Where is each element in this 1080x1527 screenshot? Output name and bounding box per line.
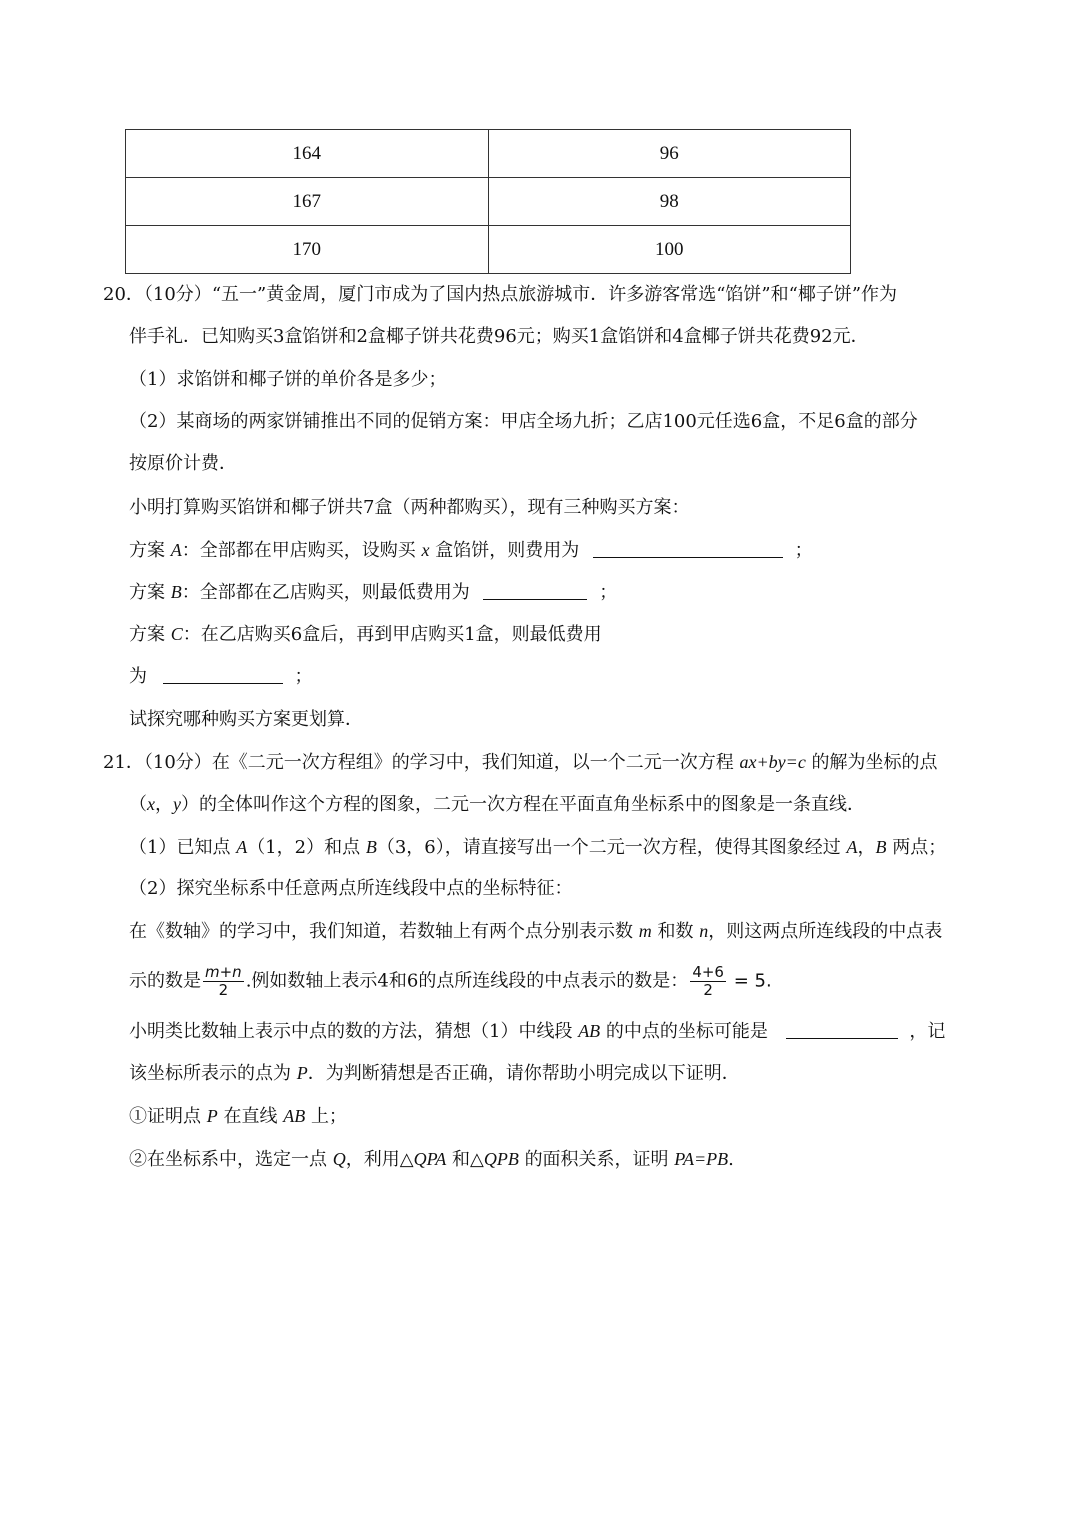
q21-line-2 — [129, 792, 865, 817]
table-cell: 98 — [488, 178, 851, 226]
q21-proof-1 — [129, 1104, 347, 1129]
q21-text: 示的数是 — [129, 970, 201, 992]
equation: ax+by=c — [739, 752, 806, 772]
q20-part-2-line-1: （2）某商场的两家饼铺推出不同的促销方案：甲店全场九折；乙店100元任选6盒，不足6盒的部分 — [129, 411, 918, 432]
answer-blank[interactable] — [163, 665, 283, 684]
q21-line-1 — [103, 750, 938, 775]
q21-number: 21． — [103, 752, 144, 773]
q20-plan-a — [129, 538, 813, 563]
q21-text: ①证明点 — [129, 1106, 201, 1127]
q21-guess-line-1 — [129, 1019, 945, 1044]
q21-text: ， — [857, 837, 876, 858]
table-cell: 167 — [126, 178, 489, 226]
point-a: A — [846, 837, 858, 857]
q21-text: 的中点的坐标可能是 — [605, 1021, 768, 1042]
plan-label: 方案 — [129, 624, 165, 645]
q21-text: ）的全体叫作这个方程的图象，二元一次方程在平面直角坐标系中的图象是一条直线． — [181, 794, 865, 815]
q20-intro: 小明打算购买馅饼和椰子饼共7盒（两种都购买），现有三种购买方案： — [129, 497, 690, 518]
q21-text: ，记 — [909, 1021, 946, 1042]
q21-text: ， — [155, 794, 173, 815]
fraction-result: = 5. — [733, 970, 772, 992]
plan-letter: A — [170, 540, 182, 560]
q20-plan-c-cont — [129, 665, 312, 689]
plan-text: ：全部都在乙店购买，则最低费用为 — [181, 582, 470, 603]
q21-text: （ — [129, 794, 147, 815]
q21-axis-line-2 — [129, 964, 772, 999]
q21-text: 的解为坐标的点 — [811, 752, 938, 773]
table-cell: 100 — [488, 226, 851, 274]
plan-label: 方案 — [129, 540, 165, 561]
q21-text: 在《二元一次方程组》的学习中，我们知道，以一个二元一次方程 — [211, 752, 734, 773]
q20-line-2: 伴手礼．已知购买3盒馅饼和2盒椰子饼共花费96元；购买1盒馅饼和4盒椰子饼共花费92元． — [129, 326, 869, 347]
q21-text: . — [728, 1149, 734, 1170]
plan-letter: B — [170, 582, 182, 602]
q21-text: 在直线 — [223, 1106, 278, 1127]
triangle-qpa: QPA — [413, 1149, 447, 1169]
q20-plan-b — [129, 580, 617, 605]
plan-label: 方案 — [129, 582, 165, 603]
q21-axis-line-1 — [129, 919, 942, 944]
q21-text: 和△ — [451, 1149, 484, 1170]
table-row — [126, 178, 851, 226]
table-cell: 96 — [488, 130, 851, 178]
q20-closing: 试探究哪种购买方案更划算． — [129, 709, 363, 730]
q21-text: （3，6），请直接写出一个二元一次方程，使得其图象经过 — [376, 837, 841, 858]
fraction-m-plus-n — [203, 964, 244, 999]
q21-text: 的面积关系，证明 — [524, 1149, 669, 1170]
q21-text: ②在坐标系中，选定一点 — [129, 1149, 327, 1170]
answer-blank[interactable] — [483, 581, 587, 600]
segment-ab: AB — [283, 1106, 306, 1126]
table-cell: 170 — [126, 226, 489, 274]
fraction-numerator: m+n — [205, 963, 242, 981]
table-cell: 164 — [126, 130, 489, 178]
fraction-numerator: 4+6 — [692, 963, 724, 981]
q21-text: ，利用△ — [345, 1149, 414, 1170]
q21-part-1 — [129, 835, 946, 860]
q21-part-2: （2）探究坐标系中任意两点所连线段中点的坐标特征： — [129, 878, 573, 899]
plan-text: ：在乙店购买6盒后，再到甲店购买1盒，则最低费用 — [182, 624, 602, 645]
q21-text: ，则这两点所连线段的中点表 — [708, 921, 943, 942]
variable-x: x — [147, 794, 155, 814]
point-b: B — [365, 837, 377, 857]
q21-text: 上； — [310, 1106, 347, 1127]
variable-n: n — [699, 921, 709, 941]
q21-text: 在《数轴》的学习中，我们知道，若数轴上有两个点分别表示数 — [129, 921, 633, 942]
q20-part-2-line-2: 按原价计费． — [129, 453, 237, 474]
q20-number: 20． — [103, 284, 144, 305]
q21-text: （1，2）和点 — [247, 837, 361, 858]
point-q: Q — [332, 1149, 346, 1169]
q21-text: 和数 — [657, 921, 694, 942]
q21-guess-line-2 — [129, 1061, 740, 1086]
answer-blank[interactable] — [593, 539, 783, 558]
q20-line-1 — [103, 283, 897, 307]
fraction-4-plus-6 — [690, 964, 726, 999]
fraction-denominator: 2 — [218, 981, 229, 999]
equation-pa-pb: PA=PB — [674, 1149, 729, 1169]
point-p: P — [206, 1106, 218, 1126]
q21-score: （10分） — [143, 752, 212, 773]
q21-proof-2 — [129, 1147, 734, 1172]
variable-m: m — [638, 921, 652, 941]
semicolon: ； — [294, 666, 313, 687]
segment-ab: AB — [578, 1021, 601, 1041]
q21-text: 小明类比数轴上表示中点的数的方法，猜想（1）中线段 — [129, 1021, 573, 1042]
plan-text: ：全部都在甲店购买，设购买 — [181, 540, 416, 561]
point-p: P — [296, 1063, 308, 1083]
variable-x: x — [421, 540, 430, 560]
q21-text: 该坐标所表示的点为 — [129, 1063, 291, 1084]
q21-text: .例如数轴上表示4和6的点所连线段的中点表示的数是： — [245, 970, 689, 992]
table-row — [126, 130, 851, 178]
semicolon: ； — [599, 582, 618, 603]
table-row — [126, 226, 851, 274]
q20-score: （10分） — [143, 284, 212, 305]
q20-part-1: （1）求馅饼和椰子饼的单价各是多少； — [129, 369, 447, 390]
q21-text: 两点； — [892, 837, 947, 858]
q20-plan-c — [129, 622, 602, 647]
plan-text: 为 — [129, 666, 147, 687]
point-a: A — [236, 837, 248, 857]
semicolon: ； — [794, 540, 813, 561]
plan-text: 盒馅饼，则费用为 — [435, 540, 580, 561]
plan-letter: C — [170, 624, 183, 644]
q21-text: （1）已知点 — [129, 837, 231, 858]
q20-text: “五一”黄金周，厦门市成为了国内热点旅游城市．许多游客常选“馅饼”和“椰子饼”作为 — [211, 284, 898, 305]
q21-text: ．为判断猜想是否正确，请你帮助小明完成以下证明． — [307, 1063, 740, 1084]
point-b: B — [875, 837, 887, 857]
data-table — [125, 129, 851, 274]
fraction-denominator: 2 — [703, 981, 713, 999]
triangle-qpb: QPB — [483, 1149, 519, 1169]
variable-y: y — [173, 794, 181, 814]
answer-blank[interactable] — [786, 1020, 898, 1039]
